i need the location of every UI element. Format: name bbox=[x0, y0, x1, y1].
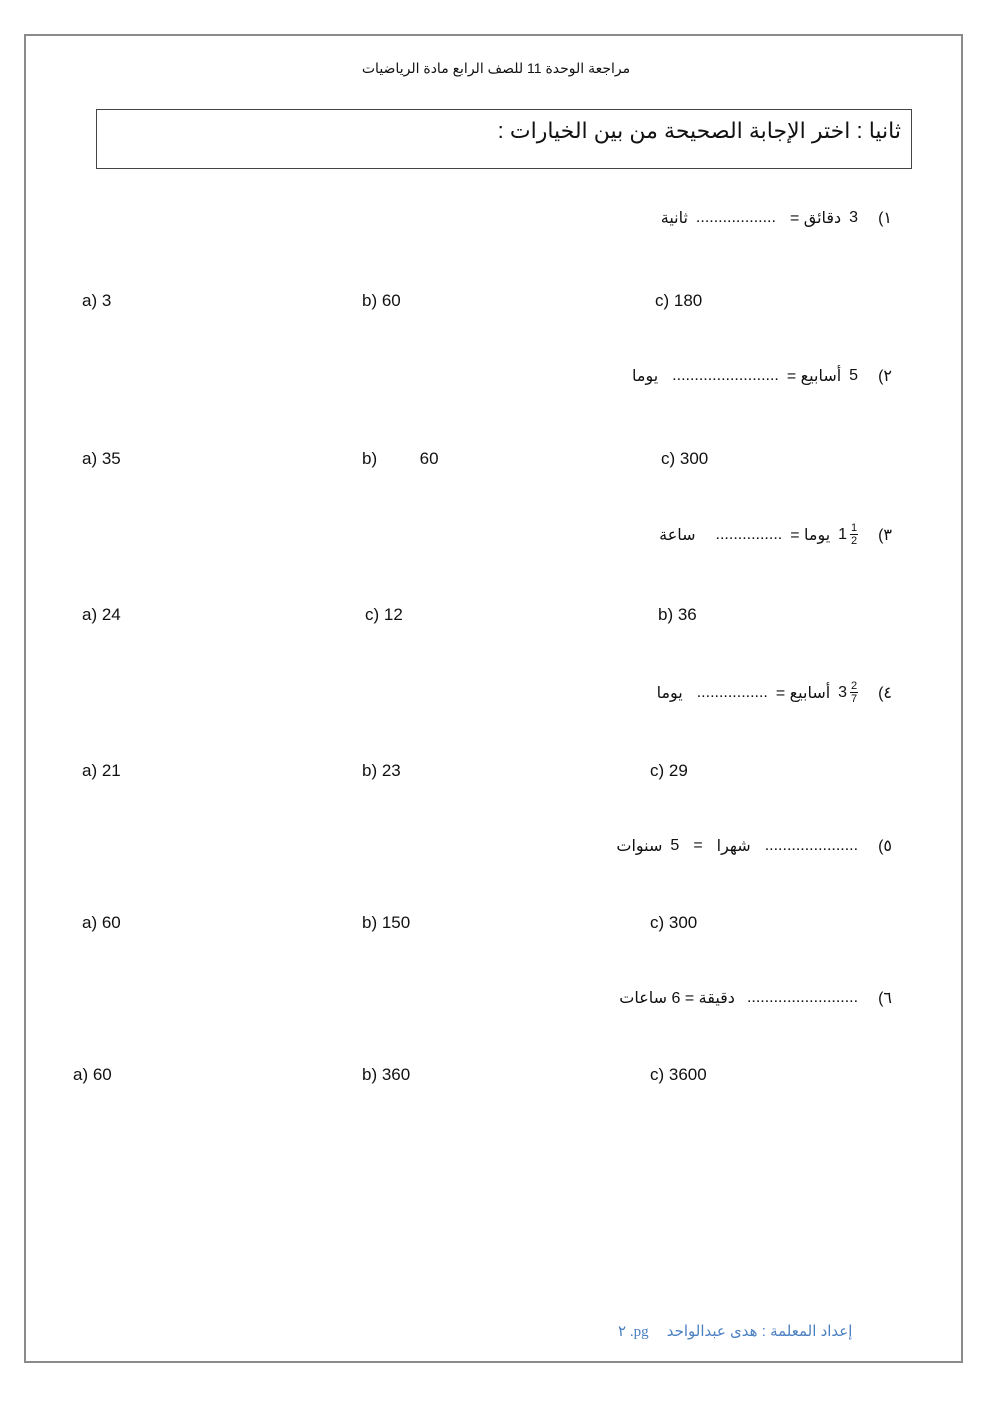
option-c[interactable]: c) 300 bbox=[650, 913, 698, 932]
answer-blank: ................ bbox=[696, 683, 768, 701]
answer-blank: ..................... bbox=[764, 837, 859, 854]
fraction-denominator: 2 bbox=[851, 535, 858, 547]
question-5 bbox=[616, 836, 892, 856]
option-b[interactable]: b) 23 bbox=[362, 761, 401, 780]
option-a[interactable]: a) 60 bbox=[73, 1065, 112, 1084]
whole-part: 3 bbox=[838, 683, 848, 701]
section-title-box bbox=[96, 109, 912, 169]
option-c[interactable]: c) 3600 bbox=[650, 1065, 707, 1084]
option-c[interactable]: c) 29 bbox=[650, 761, 688, 780]
question-text: يوما bbox=[656, 684, 683, 702]
fraction-numerator: 1 bbox=[851, 522, 858, 534]
page-number: pg. ٢ bbox=[618, 1324, 649, 1340]
option-a[interactable]: a) 35 bbox=[82, 449, 121, 468]
question-text: 5 bbox=[849, 367, 859, 384]
mixed-number bbox=[838, 680, 858, 705]
question-text: = bbox=[693, 837, 703, 854]
question-text: شهرا bbox=[716, 838, 751, 855]
question-text: أسابيع = bbox=[775, 684, 831, 702]
question-text: يوما bbox=[632, 368, 659, 385]
answer-blank: .................. bbox=[695, 209, 776, 226]
section-title: ثانيا : اختر الإجابة الصحيحة من بين الخيارات : bbox=[497, 118, 901, 143]
question-2 bbox=[632, 366, 892, 386]
fraction-denominator: 7 bbox=[851, 693, 858, 705]
option-b[interactable]: b) 36 bbox=[658, 605, 697, 624]
question-text: دقيقة = 6 ساعات bbox=[619, 990, 735, 1007]
option-c[interactable]: c) 300 bbox=[661, 449, 709, 468]
option-c[interactable]: c) 12 bbox=[365, 605, 403, 624]
question-text: سنوات bbox=[616, 838, 663, 855]
question-text: 5 bbox=[670, 837, 680, 854]
question-text: ثانية bbox=[660, 210, 688, 227]
whole-part: 1 bbox=[838, 525, 848, 543]
question-text: ساعة bbox=[659, 526, 696, 544]
mixed-number bbox=[838, 522, 858, 547]
option-a[interactable]: a) 24 bbox=[82, 605, 121, 624]
question-4 bbox=[657, 680, 892, 705]
page-header: مراجعة الوحدة 11 للصف الرابع مادة الرياضيات bbox=[361, 60, 631, 76]
question-text: دقائق = bbox=[789, 210, 842, 227]
footer bbox=[618, 1322, 852, 1341]
answer-blank: ........................ bbox=[672, 367, 779, 384]
fraction bbox=[850, 680, 858, 705]
option-b[interactable]: b) 60 bbox=[362, 291, 401, 310]
question-number: ٤) bbox=[878, 684, 892, 702]
question-text: أسابيع = bbox=[786, 368, 842, 385]
option-b[interactable]: b) 150 bbox=[362, 913, 411, 932]
question-text: 3 bbox=[849, 209, 859, 226]
fraction-numerator: 2 bbox=[851, 680, 858, 692]
question-number: ٣) bbox=[878, 526, 892, 544]
question-1 bbox=[661, 208, 892, 228]
question-6 bbox=[619, 988, 892, 1008]
question-number: ٥) bbox=[878, 838, 892, 855]
question-3 bbox=[659, 522, 892, 547]
footer-author: إعداد المعلمة : هدى عبدالواحد bbox=[666, 1323, 853, 1340]
question-number: ٦) bbox=[878, 990, 892, 1007]
question-number: ٢) bbox=[878, 368, 892, 385]
option-b[interactable]: b) 360 bbox=[362, 1065, 411, 1084]
fraction bbox=[850, 522, 858, 547]
option-a[interactable]: a) 21 bbox=[82, 761, 121, 780]
option-a[interactable]: a) 60 bbox=[82, 913, 121, 932]
option-a[interactable]: a) 3 bbox=[82, 291, 112, 310]
option-b[interactable]: b) 60 bbox=[362, 449, 439, 468]
answer-blank: ......................... bbox=[746, 989, 859, 1006]
question-text: يوما = bbox=[790, 526, 831, 544]
question-number: ١) bbox=[878, 210, 892, 227]
option-c[interactable]: c) 180 bbox=[655, 291, 703, 310]
answer-blank: ............... bbox=[715, 525, 783, 543]
